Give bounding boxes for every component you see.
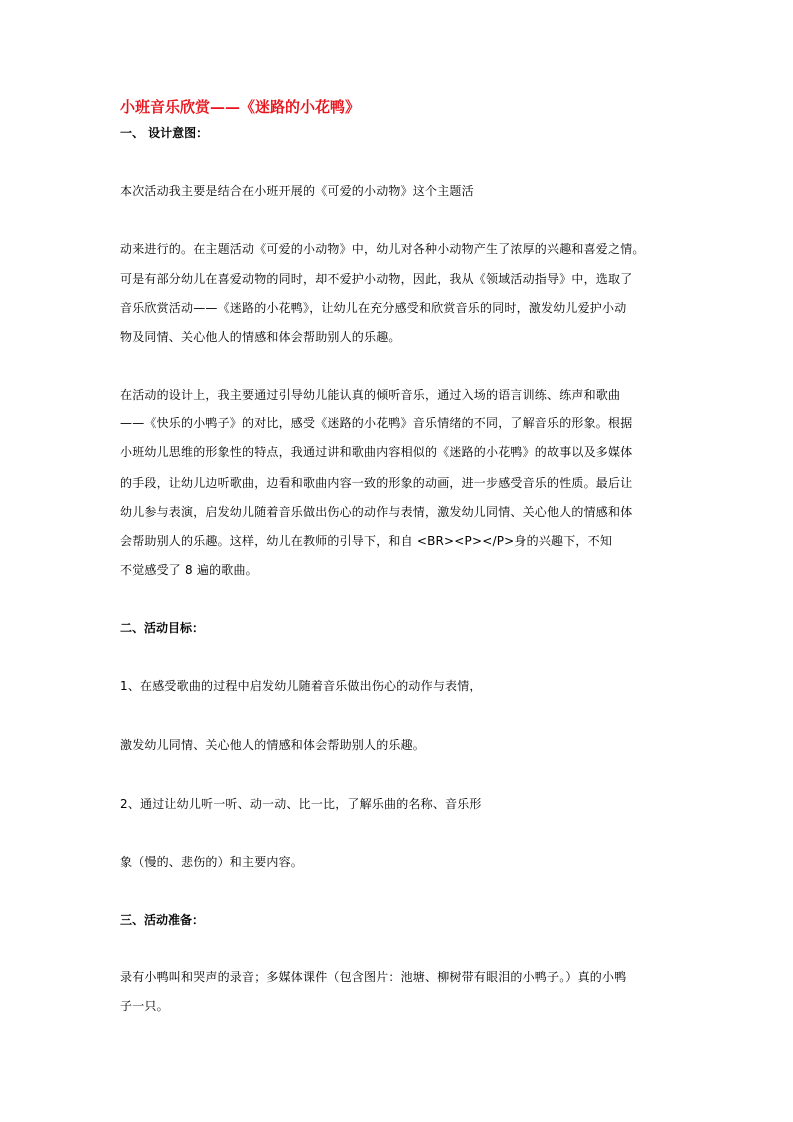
paragraph-line: 可是有部分幼儿在喜爱动物的同时，却不爱护小动物，因此，我从《领域活动指导》中，选取了	[120, 272, 633, 286]
paragraph-line: 动来进行的。在主题活动《可爱的小动物》中，幼儿对各种小动物产生了浓厚的兴趣和喜爱之情。	[120, 242, 645, 256]
goal-item: 1、在感受歌曲的过程中启发幼儿随着音乐做出伤心的动作与表情，	[120, 679, 482, 693]
paragraph-line: 音乐欣赏活动——《迷路的小花鸭》，让幼儿在充分感受和欣赏音乐的同时，激发幼儿爱护小动	[120, 301, 627, 315]
preparation-line: 录有小鸭叫和哭声的录音；多媒体课件（包含图片：池塘、柳树带有眼泪的小鸭子。）真的小鸭	[120, 970, 627, 984]
paragraph-line: 物及同情、关心他人的情感和体会帮助别人的乐趣。	[120, 330, 401, 344]
document-title: 小班音乐欣赏——《迷路的小花鸭》	[120, 98, 361, 116]
paragraph-line: 本次活动我主要是结合在小班开展的《可爱的小动物》这个主题活	[120, 184, 474, 198]
paragraph-line: 不觉感受了 8 遍的歌曲。	[120, 563, 258, 577]
section-heading-preparation: 三、活动准备：	[120, 913, 205, 927]
paragraph-line: 在活动的设计上，我主要通过引导幼儿能认真的倾听音乐，通过入场的语言训练、练声和歌曲	[120, 388, 621, 402]
paragraph-line: ——《快乐的小鸭子》的对比，感受《迷路的小花鸭》音乐情绪的不同，了解音乐的形象。根据	[120, 416, 633, 430]
section-heading-goals: 二、活动目标：	[120, 621, 205, 635]
paragraph-line: 的手段，让幼儿边听歌曲，边看和歌曲内容一致的形象的动画，进一步感受音乐的性质。最后让	[120, 476, 633, 490]
paragraph-line: 幼儿参与表演，启发幼儿随着音乐做出伤心的动作与表情，激发幼儿同情、关心他人的情感和体	[120, 505, 633, 519]
paragraph-line: 小班幼儿思维的形象性的特点，我通过讲和歌曲内容相似的《迷路的小花鸭》的故事以及多媒体	[120, 445, 633, 459]
goal-item-continued: 激发幼儿同情、关心他人的情感和体会帮助别人的乐趣。	[120, 738, 426, 752]
paragraph-line: 会帮助别人的乐趣。这样，幼儿在教师的引导下，和自 <BR><P></P>身的兴趣下，不知	[120, 534, 613, 548]
section-heading-design-intent: 一、 设计意图：	[120, 126, 209, 140]
goal-item: 2、通过让幼儿听一听、动一动、比一比，了解乐曲的名称、音乐形	[120, 797, 482, 811]
goal-item-continued: 象（慢的、悲伤的）和主要内容。	[120, 855, 304, 869]
preparation-line: 子一只。	[120, 999, 169, 1013]
